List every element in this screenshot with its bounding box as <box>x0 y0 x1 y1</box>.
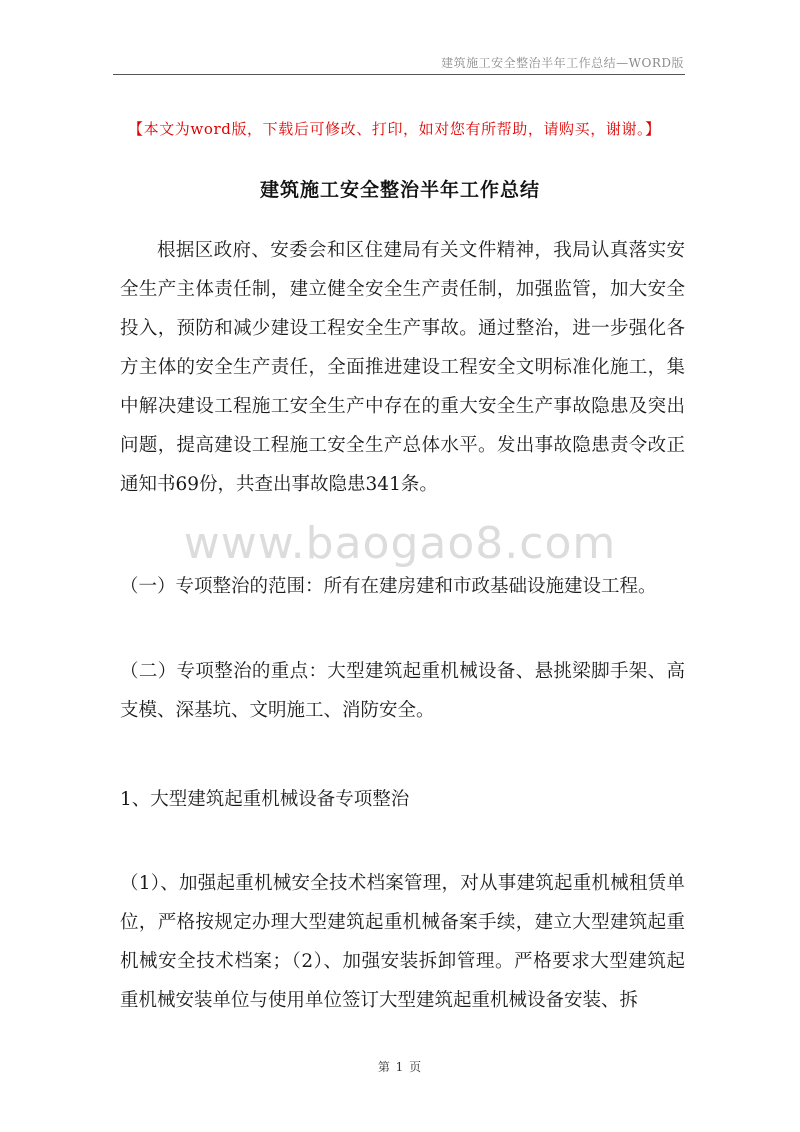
watermark: www.baogao8.com <box>183 518 617 569</box>
section-heading: 1、大型建筑起重机械设备专项整治 <box>120 789 410 810</box>
paragraph-intro: 根据区政府、安委会和区住建局有关文件精神，我局认真落实安全生产主体责任制，建立健全安全生产责任制，加强监管，加大安全投入，预防和减少建设工程安全生产事故。通过整治，进一步强化各方主体的安全生产责任，全面推进建设工程安全文明标准化施工，集中解决建设工程施工安全生产中存在的重大安全生产事故隐患及突出问题，提高建设工程施工安全生产总体水平。发出事故隐患责令改正通知书69份，共查出事故隐患341条。 <box>120 240 685 495</box>
paragraph-scope: （一）专项整治的范围：所有在建房建和市政基础设施建设工程。 <box>120 576 657 597</box>
paragraph-focus: （二）专项整治的重点：大型建筑起重机械设备、悬挑梁脚手架、高支模、深基坑、文明施工、消防安全。 <box>120 661 685 721</box>
paragraph-crane-management: （1）、加强起重机械安全技术档案管理，对从事建筑起重机械租赁单位，严格按规定办理大型建筑起重机械备案手续，建立大型建筑起重机械安全技术档案；（2）、加强安装拆卸管理。严格要求大型建筑起重机械安装单位与使用单位签订大型建筑起重机械设备安装、拆 <box>120 873 685 1011</box>
running-header: 建筑施工安全整治半年工作总结—WORD版 <box>441 56 684 70</box>
document-title: 建筑施工安全整治半年工作总结 <box>259 179 540 201</box>
download-notice: 【本文为word版，下载后可修改、打印，如对您有所帮助，请购买，谢谢。】 <box>128 120 661 138</box>
page-number: 第 1 页 <box>377 1060 423 1074</box>
header-divider <box>113 74 685 75</box>
